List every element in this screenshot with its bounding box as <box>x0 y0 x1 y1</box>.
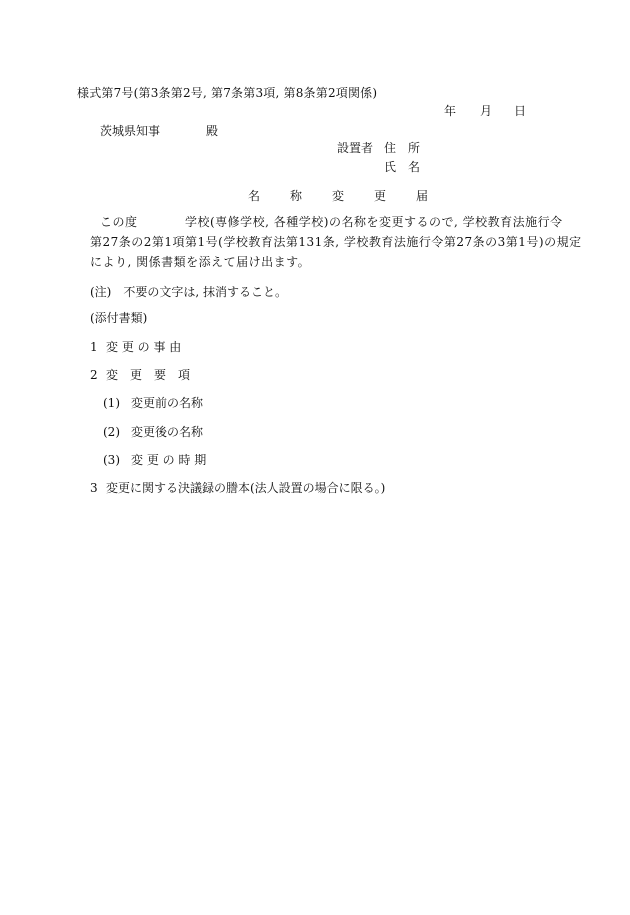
sub-item-3-number: (3) <box>103 453 120 467</box>
sub-item-2-number: (2) <box>103 425 120 439</box>
item-1-number: 1 <box>90 340 98 354</box>
date-year-label: 年 <box>444 104 457 118</box>
sub-item-1-number: (1) <box>103 396 120 410</box>
item-2-number: 2 <box>90 368 98 382</box>
name-label: 氏 名 <box>384 160 421 174</box>
form-header: 様式第7号(第3条第2号, 第7条第3項, 第8条第2項関係) <box>77 86 378 100</box>
sub-item-3-text: 変 更 の 時 期 <box>131 453 207 467</box>
date-month-label: 月 <box>480 104 493 118</box>
sub-item-1-text: 変更前の名称 <box>131 396 204 410</box>
addressee-honorific: 殿 <box>206 124 219 138</box>
body-line-3: により, 関係書類を添えて届け出ます。 <box>90 255 311 269</box>
body-line-1-end: 学校(専修学校, 各種学校)の名称を変更するので, 学校教育法施行令 <box>185 215 563 229</box>
body-line-2: 第27条の2第1項第1号(学校教育法第131条, 学校教育法施行令第27条の3第1号)の規定 <box>90 235 582 249</box>
note-text: (注) 不要の文字は, 抹消すること。 <box>90 285 287 299</box>
item-3-number: 3 <box>90 481 98 495</box>
founder-label: 設置者 <box>337 141 374 155</box>
item-2-text: 変 更 要 項 <box>106 368 191 382</box>
address-label: 住 所 <box>384 141 421 155</box>
body-line-1-start: この度 <box>100 215 138 229</box>
item-1-text: 変 更 の 事 由 <box>106 340 182 354</box>
item-3-text: 変更に関する決議録の謄本(法人設置の場合に限る。) <box>106 481 386 495</box>
attachments-heading: (添付書類) <box>90 311 148 325</box>
date-day-label: 日 <box>514 104 527 118</box>
addressee-name: 茨城県知事 <box>100 124 161 138</box>
sub-item-2-text: 変更後の名称 <box>131 425 204 439</box>
document-title: 名称変更届 <box>248 189 459 203</box>
